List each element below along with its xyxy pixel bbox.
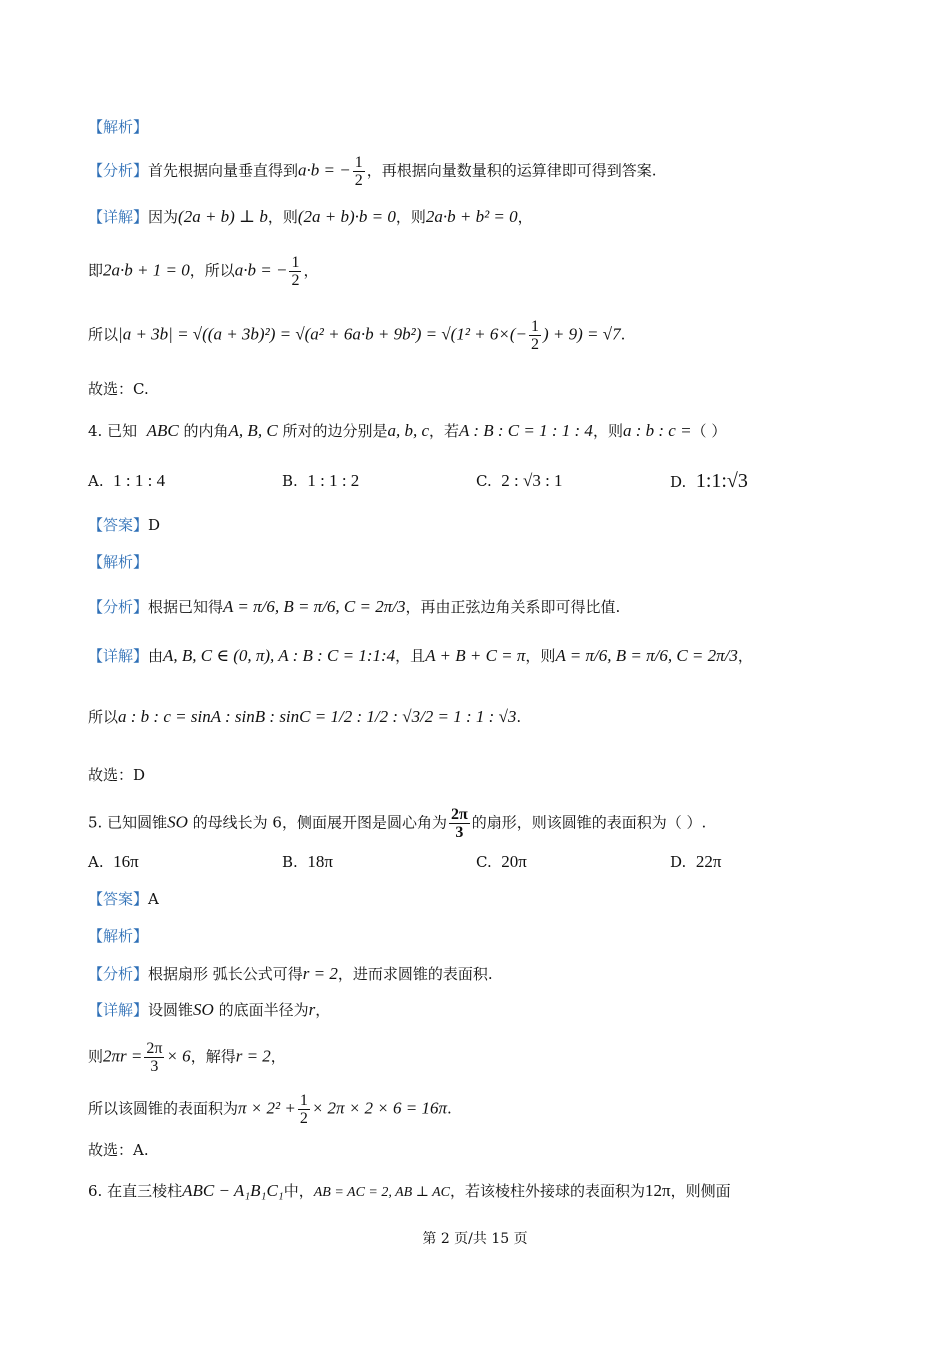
q4-analysis: 【分析】根据已知得A = π/6, B = π/6, C = 2π/3，再由正弦边角关系即可得比值. [88, 597, 621, 616]
q5-detail-line2: 则2πr = $\frac{2\pi}{3}$ × 6，解得r = 2， [88, 1040, 286, 1075]
q4-option-a: A. 1 : 1 : 4 [88, 471, 166, 490]
q5-answer: 故选：A. [88, 1141, 149, 1159]
q5-option-c: C. 20π [476, 852, 527, 871]
q3-answer: 故选：C. [88, 380, 149, 398]
q5-analysis: 【分析】根据扇形 弧长公式可得r = 2，进而求圆锥的表面积. [88, 964, 493, 983]
analysis-tag: 【分析】 [88, 161, 149, 180]
q4-jiexi-heading: 【解析】 [88, 553, 149, 571]
q5-jiexi-heading: 【解析】 [88, 927, 149, 945]
detail-tag: 【详解】 [88, 208, 149, 226]
q4-answer: 故选：D [88, 766, 146, 784]
q5-option-a: A. 16π [88, 852, 139, 871]
q4-stem: 4. 已知 ABC 的内角A, B, C 所对的边分别是a, b, c，若A : B : C = 1 : 1 : 4，则a : b : c =（ ） [88, 421, 727, 440]
q3-detail-line3: 所以|a + 3b| = √((a + 3b)²) = √(a² + 6a·b + 9b²) = √(1² + 6×(− $\frac{1}{2}$ ) + 9) = √7. [88, 318, 626, 353]
q5-option-b: B. 18π [282, 852, 333, 871]
q3-detail-line2: 即2a·b + 1 = 0，所以a·b = − $\frac{1}{2}$ ， [88, 254, 319, 289]
q4-option-d: D. 1:1:√3 [670, 470, 748, 492]
q4-option-c: C. 2 : √3 : 1 [476, 471, 563, 490]
q5-answer-key: 【答案】A [88, 890, 159, 908]
q5-detail-line1: 【详解】设圆锥SO 的底面半径为r， [88, 1000, 331, 1019]
q4-option-b: B. 1 : 1 : 2 [282, 471, 360, 490]
q4-detail-line1: 【详解】由A, B, C ∈ (0, π), A : B : C = 1:1:4，且A + B + C = π，则A = π/6, B = π/6, C = 2π/3， [88, 646, 753, 665]
q3-detail-line1: 【详解】因为(2a + b) ⊥ b，则(2a + b)·b = 0，则2a·b + b² = 0， [88, 207, 533, 226]
q5-option-d: D. 22π [670, 852, 722, 871]
q3-analysis: 【分析】首先根据向量垂直得到a·b = − $\frac{1}{2}$ ，再根据向量数量积的运算律即可得到答案. [88, 154, 657, 189]
q4-detail-line2: 所以a : b : c = sinA : sinB : sinC = 1/2 : 1/2 : √3/2 = 1 : 1 : √3. [88, 707, 522, 726]
q6-stem: 6. 在直三棱柱ABC − A₁B₁C₁中，AB = AC = 2, AB ⊥ AC，若该棱柱外接球的表面积为12π，则侧面 [88, 1181, 731, 1200]
q4-answer-key: 【答案】D [88, 516, 161, 534]
page-footer: 第 2 页/共 15 页 [422, 1231, 528, 1247]
q5-stem: 5. 已知圆锥SO 的母线长为 6，侧面展开图是圆心角为 $\frac{2\pi}{3}$ 的扇形，则该圆锥的表面积为（ ）. [88, 806, 707, 841]
q3-jiexi-heading: 【解析】 [88, 118, 149, 136]
q5-detail-line3: 所以该圆锥的表面积为π × 2² + $\frac{1}{2}$ × 2π × 2 × 6 = 16π. [88, 1092, 452, 1127]
